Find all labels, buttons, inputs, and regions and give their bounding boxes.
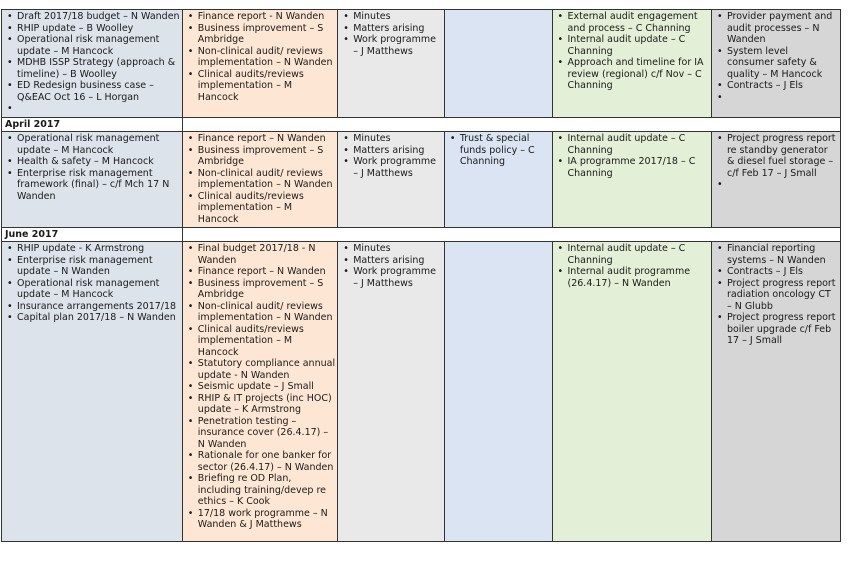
agenda-list bbox=[555, 11, 709, 92]
agenda-item: • RHIP update - K Armstrong bbox=[17, 243, 180, 255]
agenda-table-body bbox=[2, 10, 841, 542]
agenda-item: • Internal audit update – C Channing bbox=[568, 34, 709, 57]
agenda-item: • RHIP update – B Woolley bbox=[17, 23, 180, 35]
agenda-item: • Statutory compliance annual update - N Wanden bbox=[198, 358, 335, 381]
agenda-item: • Contracts – J Els bbox=[727, 266, 838, 278]
agenda-cell bbox=[552, 242, 711, 542]
agenda-item: • Finance report - N Wanden bbox=[198, 11, 335, 23]
agenda-row bbox=[2, 132, 841, 228]
agenda-list bbox=[555, 133, 709, 179]
agenda-item: • IA programme 2017/18 – C Channing bbox=[568, 156, 709, 179]
agenda-item: • Project progress report boiler upgrade c/f Feb 17 – J Small bbox=[727, 312, 838, 347]
agenda-item: • Business improvement – S Ambridge bbox=[198, 23, 335, 46]
agenda-item: • Work programme – J Matthews bbox=[353, 34, 442, 57]
agenda-item: • Work programme – J Matthews bbox=[353, 266, 442, 289]
agenda-item: • Work programme – J Matthews bbox=[353, 156, 442, 179]
agenda-cell bbox=[711, 132, 840, 228]
header-spacer bbox=[182, 228, 840, 242]
agenda-item: • Capital plan 2017/18 – N Wanden bbox=[17, 312, 180, 324]
agenda-item: • Internal audit programme (26.4.17) – N Wanden bbox=[568, 266, 709, 289]
agenda-item: • Non-clinical audit/ reviews implementation – N Wanden bbox=[198, 46, 335, 69]
agenda-item: • Business improvement – S Ambridge bbox=[198, 145, 335, 168]
agenda-item: • Health & safety – M Hancock bbox=[17, 156, 180, 168]
agenda-item: • Project progress report radiation oncology CT – N Glubb bbox=[727, 278, 838, 313]
agenda-item: • Approach and timeline for IA review (regional) c/f Nov – C Channing bbox=[568, 57, 709, 92]
agenda-list bbox=[714, 11, 838, 103]
agenda-list bbox=[4, 11, 180, 115]
agenda-cell bbox=[552, 132, 711, 228]
agenda-list bbox=[340, 133, 442, 179]
agenda-item: • Penetration testing – insurance cover (26.4.17) – N Wanden bbox=[198, 416, 335, 451]
header-spacer bbox=[182, 118, 840, 132]
agenda-item: • Finance report – N Wanden bbox=[198, 133, 335, 145]
agenda-item: • Operational risk management update – M Hancock bbox=[17, 34, 180, 57]
agenda-item: • Internal audit update – C Channing bbox=[568, 133, 709, 156]
agenda-cell bbox=[2, 242, 183, 542]
month-header: April 2017 bbox=[2, 118, 183, 132]
agenda-item: • Minutes bbox=[353, 243, 442, 255]
agenda-cell bbox=[444, 132, 552, 228]
agenda-list bbox=[447, 133, 550, 168]
agenda-item: • MDHB ISSP Strategy (approach & timeline) – B Woolley bbox=[17, 57, 180, 80]
agenda-cell bbox=[711, 10, 840, 118]
agenda-cell bbox=[2, 132, 183, 228]
agenda-cell bbox=[444, 10, 552, 118]
agenda-list bbox=[340, 243, 442, 289]
agenda-item: • Operational risk management update – M Hancock bbox=[17, 133, 180, 156]
agenda-item: • Operational risk management update – M Hancock bbox=[17, 278, 180, 301]
agenda-item: • Minutes bbox=[353, 11, 442, 23]
agenda-item: • ED Redesign business case – Q&EAC Oct 16 – L Horgan bbox=[17, 80, 180, 103]
agenda-row bbox=[2, 242, 841, 542]
agenda-item: • System level consumer safety & quality – M Hancock bbox=[727, 46, 838, 81]
agenda-item: • Draft 2017/18 budget – N Wanden bbox=[17, 11, 180, 23]
agenda-list bbox=[185, 11, 335, 103]
agenda-item: • Seismic update – J Small bbox=[198, 381, 335, 393]
agenda-item: • External audit engagement and process – C Channing bbox=[568, 11, 709, 34]
agenda-item: • Clinical audits/reviews implementation – M Hancock bbox=[198, 191, 335, 226]
month-header: June 2017 bbox=[2, 228, 183, 242]
agenda-item: • Project progress report re standby generator & diesel fuel storage – c/f Feb 17 – J Small bbox=[727, 133, 838, 179]
agenda-item: • RHIP & IT projects (inc HOC) update – K Armstrong bbox=[198, 393, 335, 416]
agenda-item: • Minutes bbox=[353, 133, 442, 145]
agenda-item: • Briefing re OD Plan, including training/devep re ethics – K Cook bbox=[198, 473, 335, 508]
agenda-list bbox=[555, 243, 709, 289]
agenda-item: • Matters arising bbox=[353, 255, 442, 267]
agenda-cell bbox=[552, 10, 711, 118]
agenda-item: • 17/18 work programme – N Wanden & J Matthews bbox=[198, 508, 335, 531]
agenda-cell bbox=[182, 132, 337, 228]
agenda-cell bbox=[444, 242, 552, 542]
agenda-item: • Financial reporting systems – N Wanden bbox=[727, 243, 838, 266]
agenda-cell bbox=[711, 242, 840, 542]
agenda-item: • Finance report – N Wanden bbox=[198, 266, 335, 278]
agenda-item: • Contracts – J Els bbox=[727, 80, 838, 92]
agenda-table bbox=[1, 9, 841, 542]
agenda-cell bbox=[338, 132, 445, 228]
agenda-item bbox=[727, 179, 838, 191]
agenda-item bbox=[17, 103, 180, 115]
agenda-item: • Matters arising bbox=[353, 23, 442, 35]
agenda-item: • Insurance arrangements 2017/18 bbox=[17, 301, 180, 313]
agenda-item: • Clinical audits/reviews implementation – M Hancock bbox=[198, 69, 335, 104]
agenda-item: • Final budget 2017/18 - N Wanden bbox=[198, 243, 335, 266]
agenda-list bbox=[4, 243, 180, 324]
agenda-item: • Matters arising bbox=[353, 145, 442, 157]
agenda-list bbox=[185, 243, 335, 531]
agenda-item: • Business improvement – S Ambridge bbox=[198, 278, 335, 301]
agenda-cell bbox=[338, 10, 445, 118]
agenda-item: • Trust & special funds policy – C Channing bbox=[460, 133, 550, 168]
agenda-cell bbox=[182, 242, 337, 542]
agenda-cell bbox=[182, 10, 337, 118]
agenda-item: • Non-clinical audit/ reviews implementation – N Wanden bbox=[198, 301, 335, 324]
agenda-cell bbox=[338, 242, 445, 542]
agenda-list bbox=[4, 133, 180, 202]
month-header-row bbox=[2, 228, 841, 242]
agenda-list bbox=[340, 11, 442, 57]
agenda-item: • Internal audit update – C Channing bbox=[568, 243, 709, 266]
agenda-item bbox=[727, 92, 838, 104]
agenda-item: • Enterprise risk management update – N Wanden bbox=[17, 255, 180, 278]
agenda-cell bbox=[2, 10, 183, 118]
agenda-item: • Non-clinical audit/ reviews implementation – N Wanden bbox=[198, 168, 335, 191]
agenda-list bbox=[185, 133, 335, 225]
month-header-row bbox=[2, 118, 841, 132]
agenda-item: • Provider payment and audit processes – N Wanden bbox=[727, 11, 838, 46]
agenda-list bbox=[714, 243, 838, 347]
agenda-item: • Enterprise risk management framework (final) – c/f Mch 17 N Wanden bbox=[17, 168, 180, 203]
agenda-item: • Clinical audits/reviews implementation – M Hancock bbox=[198, 324, 335, 359]
agenda-list bbox=[714, 133, 838, 191]
agenda-row bbox=[2, 10, 841, 118]
agenda-item: • Rationale for one banker for sector (26.4.17) – N Wanden bbox=[198, 450, 335, 473]
